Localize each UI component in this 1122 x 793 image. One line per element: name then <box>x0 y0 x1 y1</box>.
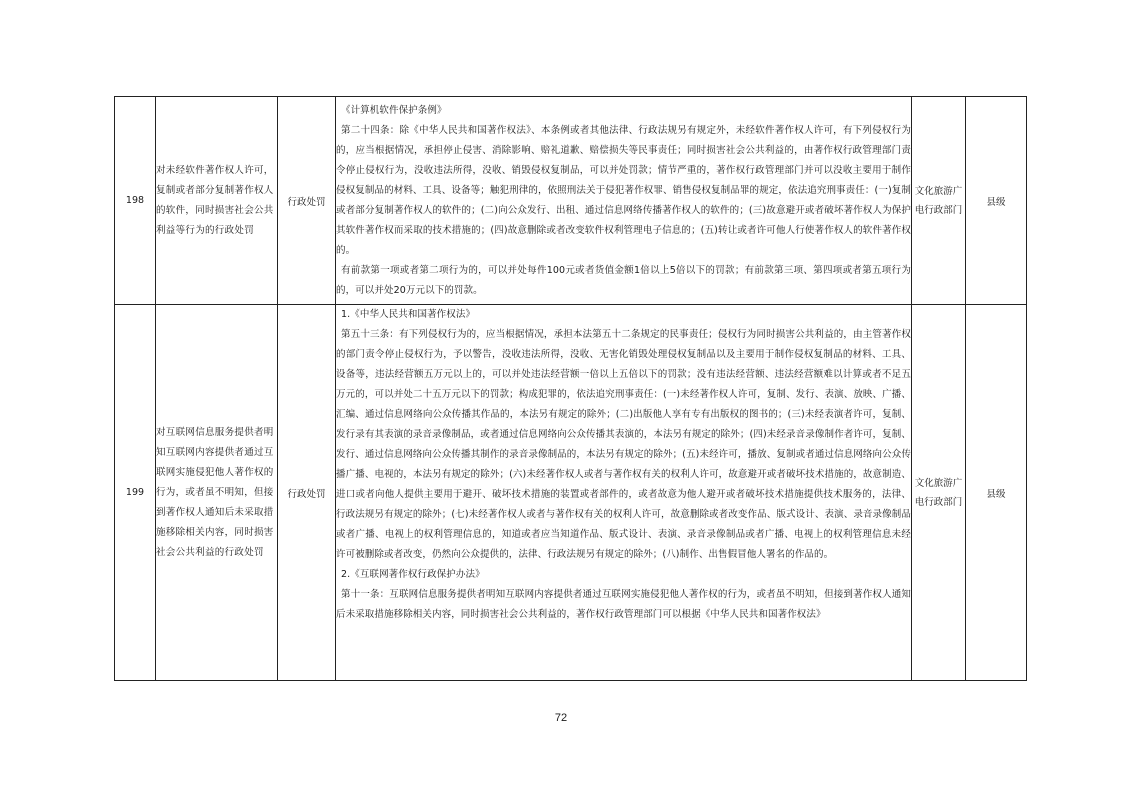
admin-level: 县级 <box>966 97 1027 305</box>
basis-heading: 1.《中华人民共和国著作权法》 <box>341 309 476 320</box>
item-name: 对互联网信息服务提供者明知互联网内容提供者通过互联网实施侵犯他人著作权的行为，或者虽不明知，但接到著作权人通知后未采取措施移除相关内容，同时损害社会公共利益的行政处罚 <box>156 305 278 681</box>
basis-article: 第五十三条：有下列侵权行为的，应当根据情况，承担本法第五十二条规定的民事责任；侵权行为同时损害公共利益的，由主管著作权的部门责令停止侵权行为，予以警告，没收违法所得，没收、无害化销毁处理侵权复制品以及主要用于制作侵权复制品的材料、工具、设备等，违法经营额五万元以上的，可以并处违法经营额一倍以上五倍以下的罚款；没有违法经营额、违法经营额难以计算或者不足五万元的，可以并处二十五万元以下的罚款；构成犯罪的，依法追究刑事责任：(一)未经著作权人许可，复制、发行、表演、放映、广播、汇编、通过信息网络向公众传播其作品的，本法另有规定的除外；(二)出版他人享有专有出版权的图书的；(三)未经表演者许可，复制、发行录有其表演的录音录像制品，或者通过信息网络向公众传播其表演的，本法另有规定的除外；(四)未经录音录像制作者许可，复制、发行、通过信息网络向公众传播其制作的录音录像制品的，本法另有规定的除外；(五)未经许可，播放、复制或者通过信息网络向公众传播广播、电视的，本法另有规定的除外；(六)未经著作权人或者与著作权有关的权利人许可，故意避开或者破坏技术措施的，故意制造、进口或者向他人提供主要用于避开、破坏技术措施的装置或者部件的，或者故意为他人避开或者破坏技术措施提供技术服务的，法律、行政法规另有规定的除外；(七)未经著作权人或者与著作权有关的权利人许可，故意删除或者改变作品、版式设计、表演、录音录像制品或者广播、电视上的权利管理信息的，知道或者应当知道作品、版式设计、表演、录音录像制品或者广播、电视上的权利管理信息未经许可被删除或者改变，仍然向公众提供的，法律、行政法规另有规定的除外；(八)制作、出售假冒他人署名的作品的。 <box>336 329 911 560</box>
basis-article: 有前款第一项或者第二项行为的，可以并处每件100元或者货值金额1倍以上5倍以下的罚款；有前款第三项、第四项或者第五项行为的，可以并处20万元以下的罚款。 <box>336 264 911 296</box>
basis-article: 第二十四条：除《中华人民共和国著作权法》、本条例或者其他法律、行政法规另有规定外，未经软件著作权人许可，有下列侵权行为的，应当根据情况，承担停止侵害、消除影响、赔礼道歉、赔偿损失等民事责任；同时损害社会公共利益的，由著作权行政管理部门责令停止侵权行为，没收违法所得，没收、销毁侵权复制品，可以并处罚款；情节严重的，著作权行政管理部门并可以没收主要用于制作侵权复制品的材料、工具、设备等；触犯刑律的，依照刑法关于侵犯著作权罪、销售侵权复制品罪的规定，依法追究刑事责任：(一)复制或者部分复制著作权人的软件的；(二)向公众发行、出租、通过信息网络传播著作权人的软件的；(三)故意避开或者破坏著作权人为保护其软件著作权而采取的技术措施的；(四)故意删除或者改变软件权利管理电子信息的；(五)转让或者许可他人行使著作权人的软件著作权的。 <box>336 124 911 256</box>
item-name: 对未经软件著作权人许可，复制或者部分复制著作权人的软件，同时损害社会公共利益等行为的行政处罚 <box>156 97 278 305</box>
basis-article: 第十一条：互联网信息服务提供者明知互联网内容提供者通过互联网实施侵犯他人著作权的行为，或者虽不明知，但接到著作权人通知后未采取措施移除相关内容，同时损害社会公共利益的，著作权行政管理部门可以根据《中华人民共和国著作权法》 <box>336 589 911 620</box>
enforcement-table <box>114 96 1027 681</box>
basis-heading: 《计算机软件保护条例》 <box>341 104 447 116</box>
row-number: 198 <box>115 97 156 305</box>
row-number: 199 <box>115 305 156 681</box>
department: 文化旅游广电行政部门 <box>912 97 966 305</box>
page-number: 72 <box>554 712 568 724</box>
legal-basis <box>336 97 912 305</box>
table-row <box>115 97 1027 305</box>
department: 文化旅游广电行政部门 <box>912 305 966 681</box>
basis-heading: 2.《互联网著作权行政保护办法》 <box>341 569 485 580</box>
admin-level: 县级 <box>966 305 1027 681</box>
penalty-type: 行政处罚 <box>278 97 336 305</box>
table-row <box>115 305 1027 681</box>
penalty-type: 行政处罚 <box>278 305 336 681</box>
legal-basis <box>336 305 912 681</box>
